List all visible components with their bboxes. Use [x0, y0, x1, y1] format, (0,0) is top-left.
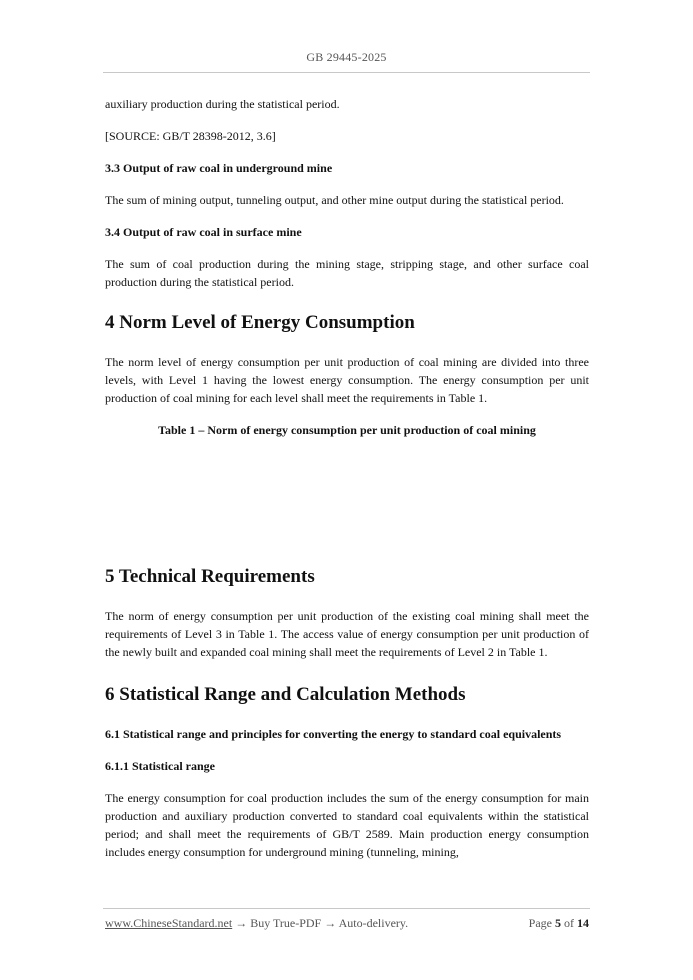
- table-1-area: [105, 439, 589, 565]
- footer-promo: [105, 916, 408, 931]
- table-1-caption: Table 1 – Norm of energy consumption per unit production of coal mining: [158, 423, 536, 437]
- arrow-right-icon: →: [235, 916, 248, 930]
- arrow-right-icon: →: [324, 916, 337, 930]
- heading-section-5: 5 Technical Requirements: [105, 566, 315, 587]
- heading-6-1: 6.1 Statistical range and principles for converting the energy to standard coal equivalents: [105, 727, 562, 741]
- page-footer: [105, 916, 589, 931]
- website-link[interactable]: www.ChineseStandard.net: [105, 916, 233, 930]
- page-indicator: [529, 916, 589, 931]
- source-note: [SOURCE: GB/T 28398-2012, 3.6]: [105, 129, 276, 143]
- page-label: Page: [528, 916, 552, 930]
- heading-3-3: 3.3 Output of raw coal in underground mine: [105, 161, 333, 175]
- auto-delivery-text: Auto-delivery.: [338, 916, 409, 930]
- footer-divider: [103, 908, 590, 909]
- page-content: [105, 95, 589, 861]
- paragraph-3-4: The sum of coal production during the mining stage, stripping stage, and other surface coal production during the statistical period.: [105, 257, 589, 289]
- heading-section-6: 6 Statistical Range and Calculation Methods: [105, 684, 466, 705]
- paragraph-4: The norm level of energy consumption per unit production of coal mining are divided into three levels, with Level 1 having the lowest energy consumption. The energy consumption per unit production of coal mining for each level shall meet the requirements in Table 1.: [105, 355, 589, 405]
- page-number: 5: [555, 916, 561, 930]
- paragraph-6-1-1: The energy consumption for coal production includes the sum of the energy consumption for main production and auxiliary production converted to standard coal equivalents within the statistical period; and shall meet the requirements of GB/T 2589. Main production energy consumption includes energy consumption for underground mining (tunneling, mining,: [105, 791, 589, 859]
- of-label: of: [564, 916, 574, 930]
- page-total: 14: [577, 916, 589, 930]
- paragraph-5: The norm of energy consumption per unit production of the existing coal mining shall meet the requirements of Level 3 in Table 1. The access value of energy consumption per unit production of the newly built and expanded coal mining shall meet the requirements of Level 2 in Table 1.: [105, 609, 589, 659]
- heading-section-4: 4 Norm Level of Energy Consumption: [105, 312, 415, 333]
- running-header: GB 29445-2025: [306, 50, 387, 64]
- paragraph-continuation: auxiliary production during the statistical period.: [105, 97, 340, 111]
- paragraph-3-3: The sum of mining output, tunneling output, and other mine output during the statistical period.: [105, 193, 564, 207]
- header-divider: [103, 72, 590, 73]
- heading-3-4: 3.4 Output of raw coal in surface mine: [105, 225, 302, 239]
- heading-6-1-1: 6.1.1 Statistical range: [105, 759, 215, 773]
- buy-pdf-text: Buy True-PDF: [250, 916, 322, 930]
